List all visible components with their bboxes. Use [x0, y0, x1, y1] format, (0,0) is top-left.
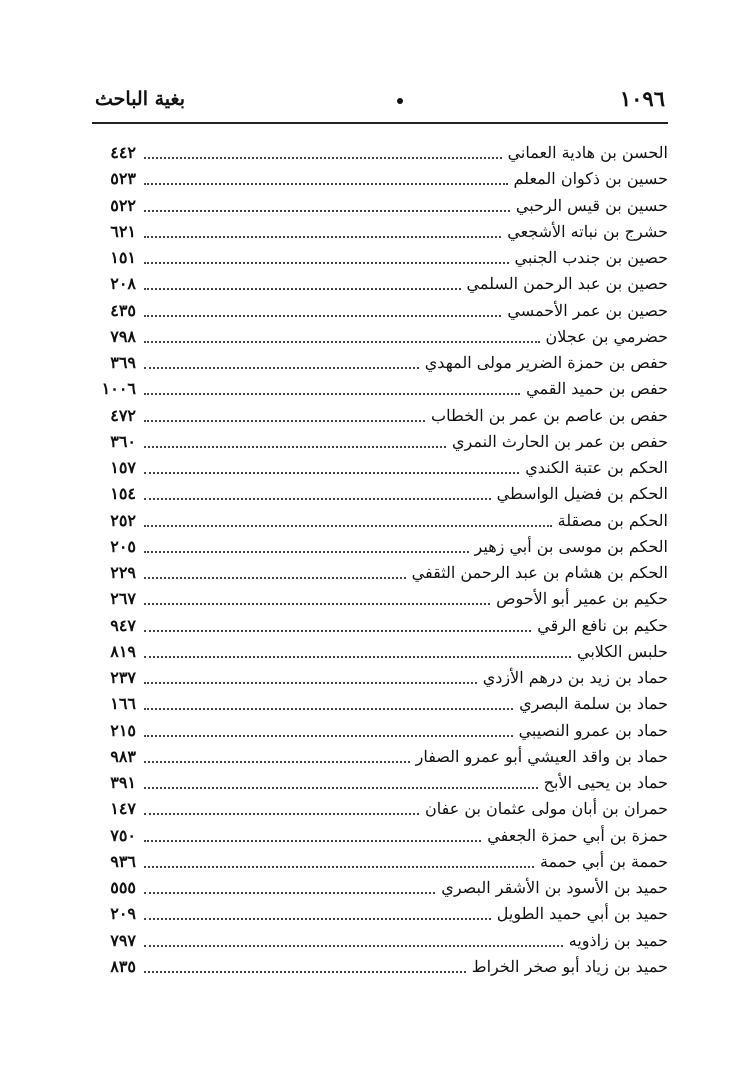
dot-leader — [144, 157, 502, 159]
index-entry — [96, 403, 668, 429]
index-entry — [96, 744, 668, 770]
index-entry — [96, 928, 668, 954]
header-rule — [92, 122, 668, 124]
entry-name: الحسن بن هادية العماني — [507, 143, 668, 163]
dot-leader — [144, 393, 520, 395]
page-header — [95, 82, 665, 118]
entry-name: حسين بن ذكوان المعلم — [513, 169, 668, 189]
index-entry — [96, 166, 668, 192]
index-entry — [96, 823, 668, 849]
entry-name: حماد بن واقد العيشي أبو عمرو الصفار — [415, 746, 668, 766]
dot-leader — [144, 498, 491, 500]
index-entry — [96, 665, 668, 691]
index-entry — [96, 560, 668, 586]
dot-leader — [144, 708, 513, 710]
dot-leader — [144, 472, 519, 474]
page-number: ١٠٩٦ — [619, 86, 665, 111]
entry-name: حفص بن حميد القمي — [526, 379, 668, 399]
entry-name: حممة بن أبي حممة — [539, 851, 668, 871]
header-ornament-dot — [397, 98, 403, 104]
index-entry — [96, 954, 668, 980]
dot-leader — [144, 656, 571, 658]
entry-page-number: ٢٦٧ — [110, 589, 136, 609]
index-entry — [96, 219, 668, 245]
index-entry — [96, 875, 668, 901]
index-entry — [96, 455, 668, 481]
dot-leader — [144, 735, 513, 737]
entry-page-number: ٧٥٠ — [110, 825, 136, 845]
entry-name: حلبس الكلابي — [577, 641, 668, 661]
dot-leader — [144, 630, 531, 632]
dot-leader — [144, 892, 435, 894]
index-entry — [96, 193, 668, 219]
dot-leader — [144, 262, 509, 264]
dot-leader — [144, 288, 461, 290]
entry-page-number: ٤٧٢ — [110, 405, 136, 425]
entry-name: حشرج بن نباته الأشجعي — [507, 221, 668, 241]
entry-name: حميد بن زياد أبو صخر الخراط — [471, 956, 668, 976]
dot-leader — [144, 210, 510, 212]
entry-page-number: ٥٥٥ — [110, 878, 136, 898]
entry-name: حماد بن زيد بن درهم الأزدي — [482, 668, 668, 688]
dot-leader — [144, 183, 508, 185]
index-entry — [96, 639, 668, 665]
dot-leader — [144, 682, 477, 684]
index-entry — [96, 613, 668, 639]
entry-page-number: ١٦٦ — [110, 694, 136, 714]
dot-leader — [144, 577, 406, 579]
index-entry — [96, 796, 668, 822]
entry-page-number: ٥٢٣ — [110, 169, 136, 189]
index-entry — [96, 271, 668, 297]
entry-page-number: ٩٨٣ — [110, 746, 136, 766]
entry-name: حسين بن قيس الرحبي — [515, 195, 668, 215]
index-entry — [96, 298, 668, 324]
dot-leader — [144, 761, 410, 763]
dot-leader — [144, 315, 501, 317]
entry-page-number: ٩٣٦ — [110, 851, 136, 871]
entry-page-number: ٥٢٢ — [110, 195, 136, 215]
index-entry — [96, 849, 668, 875]
entry-name: حصين بن جندب الجنبي — [514, 248, 668, 268]
index-entry — [96, 140, 668, 166]
entry-page-number: ٢٥٢ — [110, 510, 136, 530]
entry-page-number: ١٥١ — [110, 248, 136, 268]
dot-leader — [144, 551, 469, 553]
entry-page-number: ٣٦٠ — [110, 431, 136, 451]
entry-name: حميد بن أبي حميد الطويل — [496, 904, 668, 924]
entry-page-number: ٣٦٩ — [110, 353, 136, 373]
entry-name: حميد بن الأسود بن الأشقر البصري — [441, 878, 668, 898]
index-entry — [96, 586, 668, 612]
entry-page-number: ١٥٧ — [110, 458, 136, 478]
entry-name: حصين بن عبد الرحمن السلمي — [466, 274, 668, 294]
entry-page-number: ٢١٥ — [110, 720, 136, 740]
index-list — [96, 140, 668, 980]
entry-page-number: ١٤٧ — [110, 799, 136, 819]
dot-leader — [144, 840, 481, 842]
entry-name: حكيم بن عمير أبو الأحوص — [496, 589, 668, 609]
dot-leader — [144, 525, 552, 527]
dot-leader — [144, 971, 466, 973]
entry-name: حفص بن عاصم بن عمر بن الخطاب — [431, 405, 668, 425]
entry-name: الحكم بن عتبة الكندي — [525, 458, 668, 478]
dot-leader — [144, 787, 538, 789]
entry-name: حكيم بن نافع الرقي — [537, 615, 668, 635]
index-entry — [96, 901, 668, 927]
index-entry — [96, 691, 668, 717]
entry-name: حماد بن يحيى الأبح — [543, 773, 668, 793]
entry-page-number: ٢٠٥ — [110, 536, 136, 556]
dot-leader — [144, 341, 540, 343]
index-entry — [96, 718, 668, 744]
index-entry — [96, 508, 668, 534]
entry-page-number: ١٥٤ — [110, 484, 136, 504]
index-entry — [96, 245, 668, 271]
entry-page-number: ٨٣٥ — [110, 956, 136, 976]
entry-name: الحكم بن موسى بن أبي زهير — [474, 536, 668, 556]
entry-page-number: ٢٣٧ — [110, 668, 136, 688]
entry-name: حميد بن زاذويه — [568, 930, 668, 950]
entry-name: حفص بن عمر بن الحارث النمري — [452, 431, 668, 451]
dot-leader — [144, 866, 534, 868]
entry-page-number: ٢٢٩ — [110, 563, 136, 583]
entry-page-number: ٤٣٥ — [110, 300, 136, 320]
dot-leader — [144, 603, 490, 605]
entry-name: الحكم بن فضيل الواسطي — [496, 484, 668, 504]
entry-page-number: ١٠٠٦ — [101, 379, 136, 399]
index-entry — [96, 376, 668, 402]
entry-name: الحكم بن هشام بن عبد الرحمن الثقفي — [411, 563, 668, 583]
entry-page-number: ٧٩٨ — [110, 326, 136, 346]
index-entry — [96, 429, 668, 455]
dot-leader — [144, 813, 419, 815]
entry-name: حفص بن حمزة الضرير مولى المهدي — [424, 353, 668, 373]
index-entry — [96, 534, 668, 560]
index-entry — [96, 481, 668, 507]
entry-name: حصين بن عمر الأحمسي — [507, 300, 668, 320]
entry-name: حماد بن عمرو النصيبي — [518, 720, 668, 740]
dot-leader — [144, 945, 563, 947]
entry-page-number: ٨١٩ — [110, 641, 136, 661]
entry-page-number: ٢٠٨ — [110, 274, 136, 294]
index-entry — [96, 350, 668, 376]
dot-leader — [144, 918, 491, 920]
entry-name: حمزة بن أبي حمزة الجعفي — [487, 825, 668, 845]
index-entry — [96, 324, 668, 350]
index-entry — [96, 770, 668, 796]
entry-page-number: ٢٠٩ — [110, 904, 136, 924]
entry-name: الحكم بن مصقلة — [557, 510, 668, 530]
dot-leader — [144, 420, 425, 422]
dot-leader — [144, 367, 419, 369]
entry-page-number: ٣٩١ — [110, 773, 136, 793]
dot-leader — [144, 236, 501, 238]
entry-page-number: ٤٤٢ — [110, 143, 136, 163]
entry-name: حضرمي بن عجلان — [545, 326, 668, 346]
book-title: بغية الباحث — [95, 88, 185, 110]
entry-page-number: ٩٤٧ — [110, 615, 136, 635]
entry-name: حماد بن سلمة البصري — [519, 694, 668, 714]
entry-page-number: ٧٩٧ — [110, 930, 136, 950]
entry-name: حمران بن أبان مولى عثمان بن عفان — [424, 799, 668, 819]
entry-page-number: ٦٢١ — [110, 221, 136, 241]
dot-leader — [144, 446, 446, 448]
